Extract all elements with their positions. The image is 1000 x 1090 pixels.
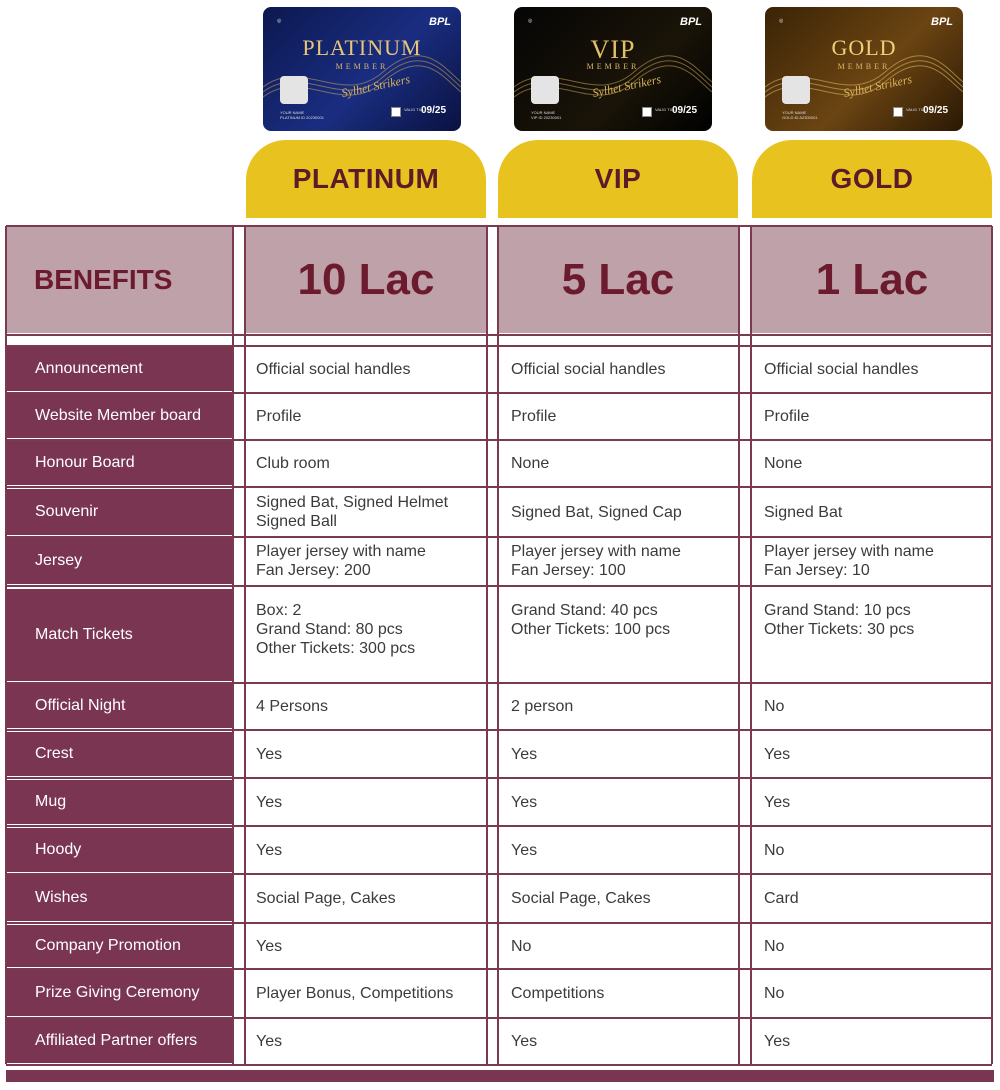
table-cell <box>489 970 742 1016</box>
club-brand-logo: Sylhet Strikers <box>340 71 412 101</box>
column-divider <box>750 226 752 1064</box>
league-logo: BPL <box>680 16 702 28</box>
table-cell <box>234 441 489 485</box>
table-cell <box>742 828 994 872</box>
cell-text: Yes <box>511 1032 538 1050</box>
column-divider <box>497 226 499 1064</box>
league-logo: BPL <box>931 16 953 28</box>
table-cell <box>742 589 994 681</box>
table-cell <box>742 875 994 921</box>
table-cell <box>489 394 742 438</box>
table-cell <box>742 780 994 824</box>
table-cell <box>234 780 489 824</box>
cell-text: Competitions <box>511 984 605 1002</box>
table-cell <box>489 925 742 967</box>
cell-text: Yes <box>256 745 283 763</box>
club-logo-icon: ◎ <box>528 18 533 24</box>
table-cell <box>742 394 994 438</box>
row-label: Jersey <box>6 538 232 584</box>
card-valid-label: VALID TILL <box>655 107 676 112</box>
cell-text: Signed Bat, Signed Helmet Signed Ball <box>256 494 449 530</box>
table-cell <box>234 1019 489 1063</box>
table-border <box>6 334 992 336</box>
card-holder-text: YOUR NAME PLATINUM ID 20230001 <box>280 110 324 120</box>
qr-code-icon <box>642 107 652 117</box>
row-label: Souvenir <box>6 489 232 535</box>
row-label: Crest <box>6 732 232 776</box>
row-label: Affiliated Partner offers <box>6 1019 232 1063</box>
row-label: Hoody <box>6 828 232 872</box>
table-cell <box>489 875 742 921</box>
card-member-label: MEMBER <box>335 62 389 71</box>
table-cell <box>742 347 994 391</box>
cell-text: No <box>764 841 785 859</box>
cell-text: Player jersey with name Fan Jersey: 100 <box>511 543 681 579</box>
table-cell <box>489 732 742 776</box>
card-member-label: MEMBER <box>586 62 640 71</box>
club-brand-logo: Sylhet Strikers <box>591 71 663 101</box>
row-label: Website Member board <box>6 394 232 438</box>
cell-text: Profile <box>511 407 557 425</box>
cell-text: Profile <box>256 407 302 425</box>
cell-text: No <box>764 984 785 1002</box>
cell-text: Yes <box>511 841 538 859</box>
cell-text: No <box>511 937 532 955</box>
tier-heading-gold: GOLD <box>752 140 992 218</box>
column-divider <box>5 226 7 1064</box>
cell-text: Social Page, Cakes <box>511 889 651 907</box>
table-cell <box>234 925 489 967</box>
cell-text: No <box>764 937 785 955</box>
cell-text: Signed Bat, Signed Cap <box>511 503 682 521</box>
row-label: Official Night <box>6 684 232 728</box>
cell-text: Grand Stand: 10 pcs Other Tickets: 30 pcs <box>764 602 915 638</box>
row-label: Wishes <box>6 875 232 921</box>
card-chip <box>531 76 559 104</box>
table-cell <box>742 684 994 728</box>
card-chip <box>782 76 810 104</box>
table-cell <box>489 684 742 728</box>
table-cell <box>489 589 742 681</box>
row-label: Announcement <box>6 347 232 391</box>
table-cell <box>234 394 489 438</box>
card-expiry-date: 09/25 <box>421 105 447 116</box>
table-cell <box>489 780 742 824</box>
row-divider <box>6 777 992 779</box>
cell-text: Yes <box>256 841 283 859</box>
table-cell <box>489 538 742 584</box>
cell-text: Official social handles <box>511 360 666 378</box>
card-chip <box>280 76 308 104</box>
league-logo: BPL <box>429 16 451 28</box>
cell-text: None <box>511 454 550 472</box>
row-label: Match Tickets <box>6 589 232 681</box>
row-divider <box>6 486 992 488</box>
table-cell <box>742 1019 994 1063</box>
cell-text: Official social handles <box>764 360 919 378</box>
bottom-bar <box>6 1070 994 1082</box>
card-expiry-date: 09/25 <box>672 105 698 116</box>
tier-heading-vip: VIP <box>498 140 738 218</box>
table-border <box>6 225 992 227</box>
cell-text: Signed Bat <box>764 503 843 521</box>
cell-text: Yes <box>764 745 791 763</box>
table-cell <box>489 347 742 391</box>
price-gold: 1 Lac <box>752 226 992 333</box>
column-divider <box>991 226 993 1064</box>
table-cell <box>234 489 489 535</box>
cell-text: Box: 2 Grand Stand: 80 pcs Other Tickets: 300 pcs <box>256 602 416 657</box>
column-divider <box>232 226 234 1064</box>
row-label: Prize Giving Ceremony <box>6 970 232 1016</box>
row-divider <box>6 729 992 731</box>
cell-text: Yes <box>764 793 791 811</box>
benefits-header: BENEFITS <box>6 226 232 333</box>
cell-text: Yes <box>256 793 283 811</box>
cell-text: 4 Persons <box>256 697 329 715</box>
cell-text: Club room <box>256 454 330 472</box>
price-platinum: 10 Lac <box>246 226 486 333</box>
table-cell <box>742 970 994 1016</box>
cell-text: Yes <box>764 1032 791 1050</box>
tier-heading-platinum: PLATINUM <box>246 140 486 218</box>
card-holder-text: YOUR NAME GOLD ID A2300001 <box>782 110 818 120</box>
table-cell <box>234 970 489 1016</box>
club-brand-logo: Sylhet Strikers <box>842 71 914 101</box>
cell-text: Player Bonus, Competitions <box>256 984 454 1002</box>
cell-text: Social Page, Cakes <box>256 889 396 907</box>
cell-text: Card <box>764 889 799 907</box>
table-cell <box>234 589 489 681</box>
row-label: Honour Board <box>6 441 232 485</box>
table-cell <box>742 925 994 967</box>
cell-text: Yes <box>511 793 538 811</box>
qr-code-icon <box>893 107 903 117</box>
card-valid-label: VALID TILL <box>404 107 425 112</box>
row-divider <box>6 585 992 587</box>
row-divider <box>6 825 992 827</box>
column-divider <box>486 226 488 1064</box>
cell-text: Yes <box>256 937 283 955</box>
card-tier-title: VIP <box>590 35 636 64</box>
table-cell <box>742 489 994 535</box>
card-tier-title: GOLD <box>831 35 897 60</box>
table-cell <box>489 489 742 535</box>
cell-text: Player jersey with name Fan Jersey: 200 <box>256 543 426 579</box>
cell-text: 2 person <box>511 697 574 715</box>
gold-member-card <box>765 7 963 131</box>
table-cell <box>234 347 489 391</box>
cell-text: Profile <box>764 407 810 425</box>
club-logo-icon: ◎ <box>277 18 282 24</box>
card-tier-title: PLATINUM <box>302 35 422 60</box>
table-cell <box>742 441 994 485</box>
table-cell <box>234 875 489 921</box>
cell-text: No <box>764 697 785 715</box>
card-expiry-date: 09/25 <box>923 105 949 116</box>
table-cell <box>489 828 742 872</box>
vip-member-card <box>514 7 712 131</box>
column-divider <box>244 226 246 1064</box>
cell-text: Official social handles <box>256 360 411 378</box>
table-border <box>6 345 992 347</box>
cell-text: Yes <box>256 1032 283 1050</box>
column-divider <box>738 226 740 1064</box>
table-cell <box>234 538 489 584</box>
row-label: Company Promotion <box>6 925 232 967</box>
cell-text: None <box>764 454 803 472</box>
price-vip: 5 Lac <box>498 226 738 333</box>
card-holder-text: YOUR NAME VIP ID 20230001 <box>531 110 562 120</box>
table-cell <box>234 828 489 872</box>
row-label: Mug <box>6 780 232 824</box>
table-cell <box>742 538 994 584</box>
card-member-label: MEMBER <box>837 62 891 71</box>
table-cell <box>742 732 994 776</box>
row-divider <box>6 1064 992 1066</box>
table-cell <box>489 441 742 485</box>
table-cell <box>234 732 489 776</box>
cell-text: Player jersey with name Fan Jersey: 10 <box>764 543 934 579</box>
row-divider <box>6 922 992 924</box>
platinum-member-card <box>263 7 461 131</box>
cell-text: Yes <box>511 745 538 763</box>
card-valid-label: VALID TILL <box>906 107 927 112</box>
table-cell <box>489 1019 742 1063</box>
qr-code-icon <box>391 107 401 117</box>
table-cell <box>234 684 489 728</box>
cell-text: Grand Stand: 40 pcs Other Tickets: 100 pcs <box>511 602 671 638</box>
club-logo-icon: ◎ <box>779 18 784 24</box>
